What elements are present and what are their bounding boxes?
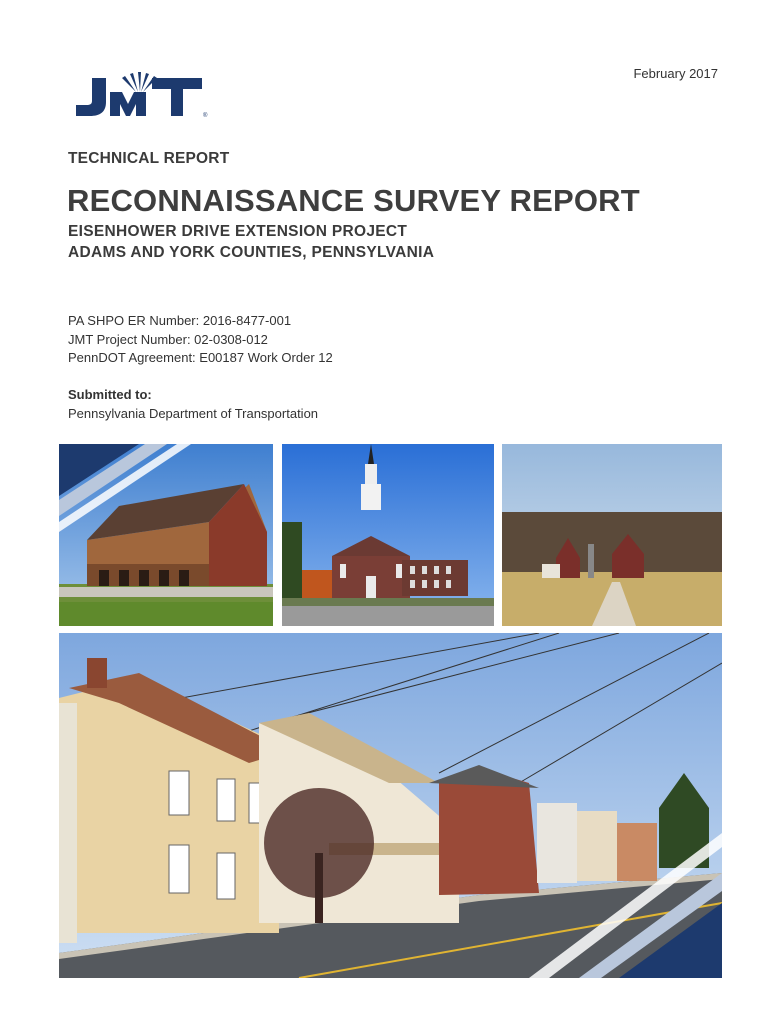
submitted-block [68,386,318,423]
photo-farmstead [502,444,722,626]
jmt-logo [74,70,208,120]
photo-church [282,444,494,626]
project-location: ADAMS AND YORK COUNTIES, PENNSYLVANIA [68,244,435,261]
jmt-project-number: JMT Project Number: 02-0308-012 [68,331,268,347]
photo-barn [59,444,273,626]
project-name: EISENHOWER DRIVE EXTENSION PROJECT [68,223,408,240]
page-title: RECONNAISSANCE SURVEY REPORT [67,183,640,218]
shpo-number: PA SHPO ER Number: 2016-8477-001 [68,313,292,328]
photo-street [59,633,722,978]
submitted-recipient: Pennsylvania Department of Transportation [68,405,319,421]
report-type: TECHNICAL REPORT [68,150,230,167]
penndot-agreement: PennDOT Agreement: E00187 Work Order 12 [68,350,333,365]
identifiers-block [68,312,333,368]
report-date: February 2017 [633,66,718,81]
submitted-label: Submitted to: [68,387,152,402]
svg-text:®: ® [203,113,208,119]
